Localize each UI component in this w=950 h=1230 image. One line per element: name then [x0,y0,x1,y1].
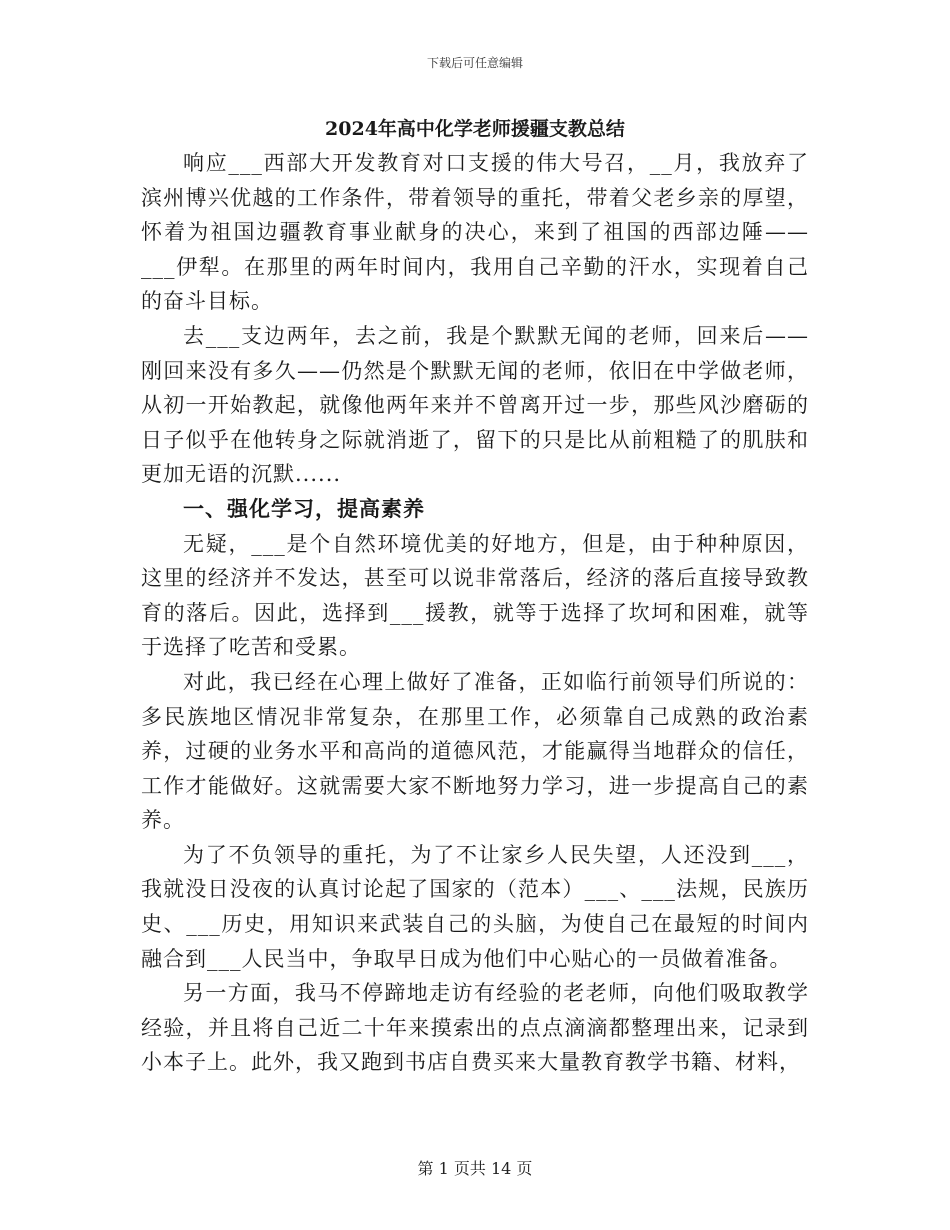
document-body [141,112,809,1080]
section-heading: 一、强化学习，提高素养 [183,495,425,521]
paragraph-section-2: 对此，我已经在心理上做好了准备，正如临行前领导们所说的：多民族地区情况非常复杂，在那里工作，必须靠自己成熟的政治素养，过硬的业务水平和高尚的道德风范，才能赢得当地群众的信任，工作才能做好。这就需要大家不断地努力学习，进一步提高自己的素养。 [141,669,809,833]
paragraph-intro-2: 去___支边两年，去之前，我是个默默无闻的老师，回来后——刚回来没有多久——仍然是个默默无闻的老师，依旧在中学做老师，从初一开始教起，就像他两年来并不曾离开过一步，那些风沙磨砺的日子似乎在他转身之际就消逝了，留下的只是比从前粗糙了的肌肤和更加无语的沉默...... [141,323,809,487]
paragraph-section-1: 无疑，___是个自然环境优美的好地方，但是，由于种种原因，这里的经济并不发达，甚至可以说非常落后，经济的落后直接导致教育的落后。因此，选择到___援教，就等于选择了坎坷和困难，就等于选择了吃苦和受累。 [141,531,809,660]
paragraph-section-4: 另一方面，我马不停蹄地走访有经验的老老师，向他们吸取教学经验，并且将自己近二十年来摸索出的点点滴滴都整理出来，记录到小本子上。此外，我又跑到书店自费买来大量教育教学书籍、材料， [141,981,809,1075]
header-note: 下载后可任意编辑 [426,56,523,70]
paragraph-intro-1: 响应___西部大开发教育对口支援的伟大号召，__月，我放弃了滨州博兴优越的工作条件，带着领导的重托，带着父老乡亲的厚望，怀着为祖国边疆教育事业献身的决心，来到了祖国的西部边陲——___伊犁。在那里的两年时间内，我用自己辛勤的汗水，实现着自己的奋斗目标。 [141,151,809,314]
paragraph-section-3: 为了不负领导的重托，为了不让家乡人民失望，人还没到___，我就没日没夜的认真讨论起了国家的（范本）___、___法规，民族历史、___历史，用知识来武装自己的头脑，为使自己在最短的时间内融合到___人民当中，争取早日成为他们中心贴心的一员做着准备。 [141,842,809,971]
page-footer: 第 1 页共 14 页 [417,1159,533,1178]
document-title: 2024年高中化学老师援疆支教总结 [325,118,625,140]
